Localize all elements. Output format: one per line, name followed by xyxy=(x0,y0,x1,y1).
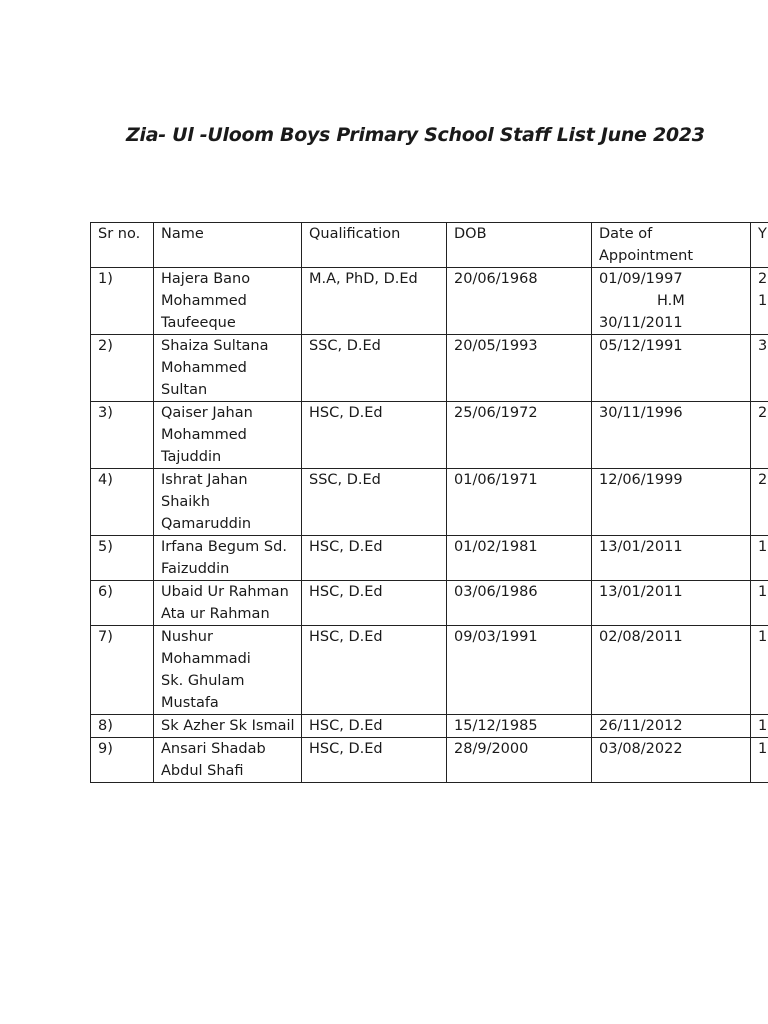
cell-dob: 15/12/1985 xyxy=(447,715,592,738)
cell-years xyxy=(751,738,768,783)
cell-sr-no: 2) xyxy=(91,335,154,402)
cell-name xyxy=(154,715,302,738)
name-line: Shaiza Sultana xyxy=(161,338,269,354)
cell-dob: 01/02/1981 xyxy=(447,536,592,581)
appointment-date: 02/08/2011 xyxy=(599,629,683,645)
table-row xyxy=(91,581,768,626)
name-line: Ishrat Jahan xyxy=(161,472,248,488)
name-line: Sk. Ghulam xyxy=(161,673,245,689)
name-line: Mohammed xyxy=(161,427,247,443)
cell-date-of-appointment xyxy=(592,402,751,469)
name-line: Nushur xyxy=(161,629,213,645)
cell-dob: 20/05/1993 xyxy=(447,335,592,402)
name-line: Taufeeque xyxy=(161,315,236,331)
cell-years xyxy=(751,402,768,469)
appointment-date-2: 30/11/2011 xyxy=(599,315,683,331)
name-line: Mohammadi xyxy=(161,651,251,667)
cell-sr-no: 7) xyxy=(91,626,154,715)
cell-dob: 28/9/2000 xyxy=(447,738,592,783)
years-line: 1 xyxy=(758,741,768,757)
cell-qualification: SSC, D.Ed xyxy=(302,335,447,402)
cell-date-of-appointment xyxy=(592,581,751,626)
name-line: Ubaid Ur Rahman xyxy=(161,584,289,600)
cell-name xyxy=(154,469,302,536)
name-line: Qaiser Jahan xyxy=(161,405,253,421)
name-line: Mohammed xyxy=(161,360,247,376)
header-name: Name xyxy=(154,223,302,268)
staff-table-body xyxy=(91,268,768,783)
cell-name xyxy=(154,738,302,783)
table-row xyxy=(91,335,768,402)
staff-table xyxy=(90,222,768,783)
years-line: 3 xyxy=(758,338,768,354)
name-line: Mustafa xyxy=(161,695,219,711)
header-appointment-line2: Appointment xyxy=(599,248,694,264)
cell-qualification: HSC, D.Ed xyxy=(302,536,447,581)
cell-date-of-appointment xyxy=(592,715,751,738)
years-line: 1 xyxy=(758,539,768,555)
table-row xyxy=(91,715,768,738)
cell-dob: 01/06/1971 xyxy=(447,469,592,536)
cell-qualification: HSC, D.Ed xyxy=(302,715,447,738)
table-header-row xyxy=(91,223,768,268)
appointment-date: 05/12/1991 xyxy=(599,338,683,354)
cell-dob: 09/03/1991 xyxy=(447,626,592,715)
cell-sr-no: 6) xyxy=(91,581,154,626)
cell-years xyxy=(751,469,768,536)
header-date-of-appointment xyxy=(592,223,751,268)
years-line: 2 xyxy=(758,271,768,287)
appointment-role: H.M xyxy=(657,293,685,309)
name-line: Ata ur Rahman xyxy=(161,606,270,622)
header-sr-no: Sr no. xyxy=(91,223,154,268)
cell-dob: 20/06/1968 xyxy=(447,268,592,335)
appointment-date: 26/11/2012 xyxy=(599,718,683,734)
page-title: Zia- Ul -Uloom Boys Primary School Staff List June 2023 xyxy=(126,124,705,146)
cell-date-of-appointment xyxy=(592,469,751,536)
cell-sr-no: 9) xyxy=(91,738,154,783)
cell-sr-no: 4) xyxy=(91,469,154,536)
cell-date-of-appointment xyxy=(592,335,751,402)
appointment-date: 03/08/2022 xyxy=(599,741,683,757)
cell-qualification: HSC, D.Ed xyxy=(302,581,447,626)
name-line: Ansari Shadab xyxy=(161,741,266,757)
years-line: 1 xyxy=(758,293,768,309)
name-line: Faizuddin xyxy=(161,561,230,577)
cell-name xyxy=(154,402,302,469)
name-line: Mohammed xyxy=(161,293,247,309)
years-line: 1 xyxy=(758,629,768,645)
years-line: 1 xyxy=(758,584,768,600)
name-line: Shaikh xyxy=(161,494,210,510)
table-row xyxy=(91,626,768,715)
cell-dob: 03/06/1986 xyxy=(447,581,592,626)
cell-qualification: SSC, D.Ed xyxy=(302,469,447,536)
cell-name xyxy=(154,536,302,581)
cell-years xyxy=(751,715,768,738)
cell-name xyxy=(154,581,302,626)
cell-dob: 25/06/1972 xyxy=(447,402,592,469)
cell-qualification: HSC, D.Ed xyxy=(302,738,447,783)
table-row xyxy=(91,268,768,335)
cell-name xyxy=(154,335,302,402)
years-line: 2 xyxy=(758,472,768,488)
appointment-date: 01/09/1997 xyxy=(599,271,683,287)
header-dob: DOB xyxy=(447,223,592,268)
header-qualification: Qualification xyxy=(302,223,447,268)
cell-years xyxy=(751,536,768,581)
name-line: Qamaruddin xyxy=(161,516,252,532)
table-row xyxy=(91,402,768,469)
header-years: Y xyxy=(751,223,768,268)
cell-qualification: HSC, D.Ed xyxy=(302,402,447,469)
table-row xyxy=(91,738,768,783)
cell-qualification: HSC, D.Ed xyxy=(302,626,447,715)
cell-date-of-appointment xyxy=(592,268,751,335)
cell-years xyxy=(751,335,768,402)
name-line: Irfana Begum Sd. xyxy=(161,539,287,555)
name-line: Abdul Shafi xyxy=(161,763,244,779)
cell-sr-no: 8) xyxy=(91,715,154,738)
cell-years xyxy=(751,626,768,715)
appointment-date: 13/01/2011 xyxy=(599,539,683,555)
years-line: 2 xyxy=(758,405,768,421)
cell-qualification: M.A, PhD, D.Ed xyxy=(302,268,447,335)
header-appointment-line1: Date of xyxy=(599,226,653,242)
name-line: Sultan xyxy=(161,382,208,398)
cell-sr-no: 3) xyxy=(91,402,154,469)
years-line: 1 xyxy=(758,718,768,734)
cell-date-of-appointment xyxy=(592,738,751,783)
cell-sr-no: 5) xyxy=(91,536,154,581)
table-row xyxy=(91,536,768,581)
cell-name xyxy=(154,268,302,335)
cell-name xyxy=(154,626,302,715)
cell-date-of-appointment xyxy=(592,536,751,581)
cell-years xyxy=(751,581,768,626)
name-line: Tajuddin xyxy=(161,449,222,465)
cell-years xyxy=(751,268,768,335)
cell-date-of-appointment xyxy=(592,626,751,715)
name-line: Hajera Bano xyxy=(161,271,251,287)
appointment-date: 12/06/1999 xyxy=(599,472,683,488)
cell-sr-no: 1) xyxy=(91,268,154,335)
table-row xyxy=(91,469,768,536)
appointment-date: 13/01/2011 xyxy=(599,584,683,600)
appointment-date: 30/11/1996 xyxy=(599,405,683,421)
name-line: Sk Azher Sk Ismail xyxy=(161,718,295,734)
